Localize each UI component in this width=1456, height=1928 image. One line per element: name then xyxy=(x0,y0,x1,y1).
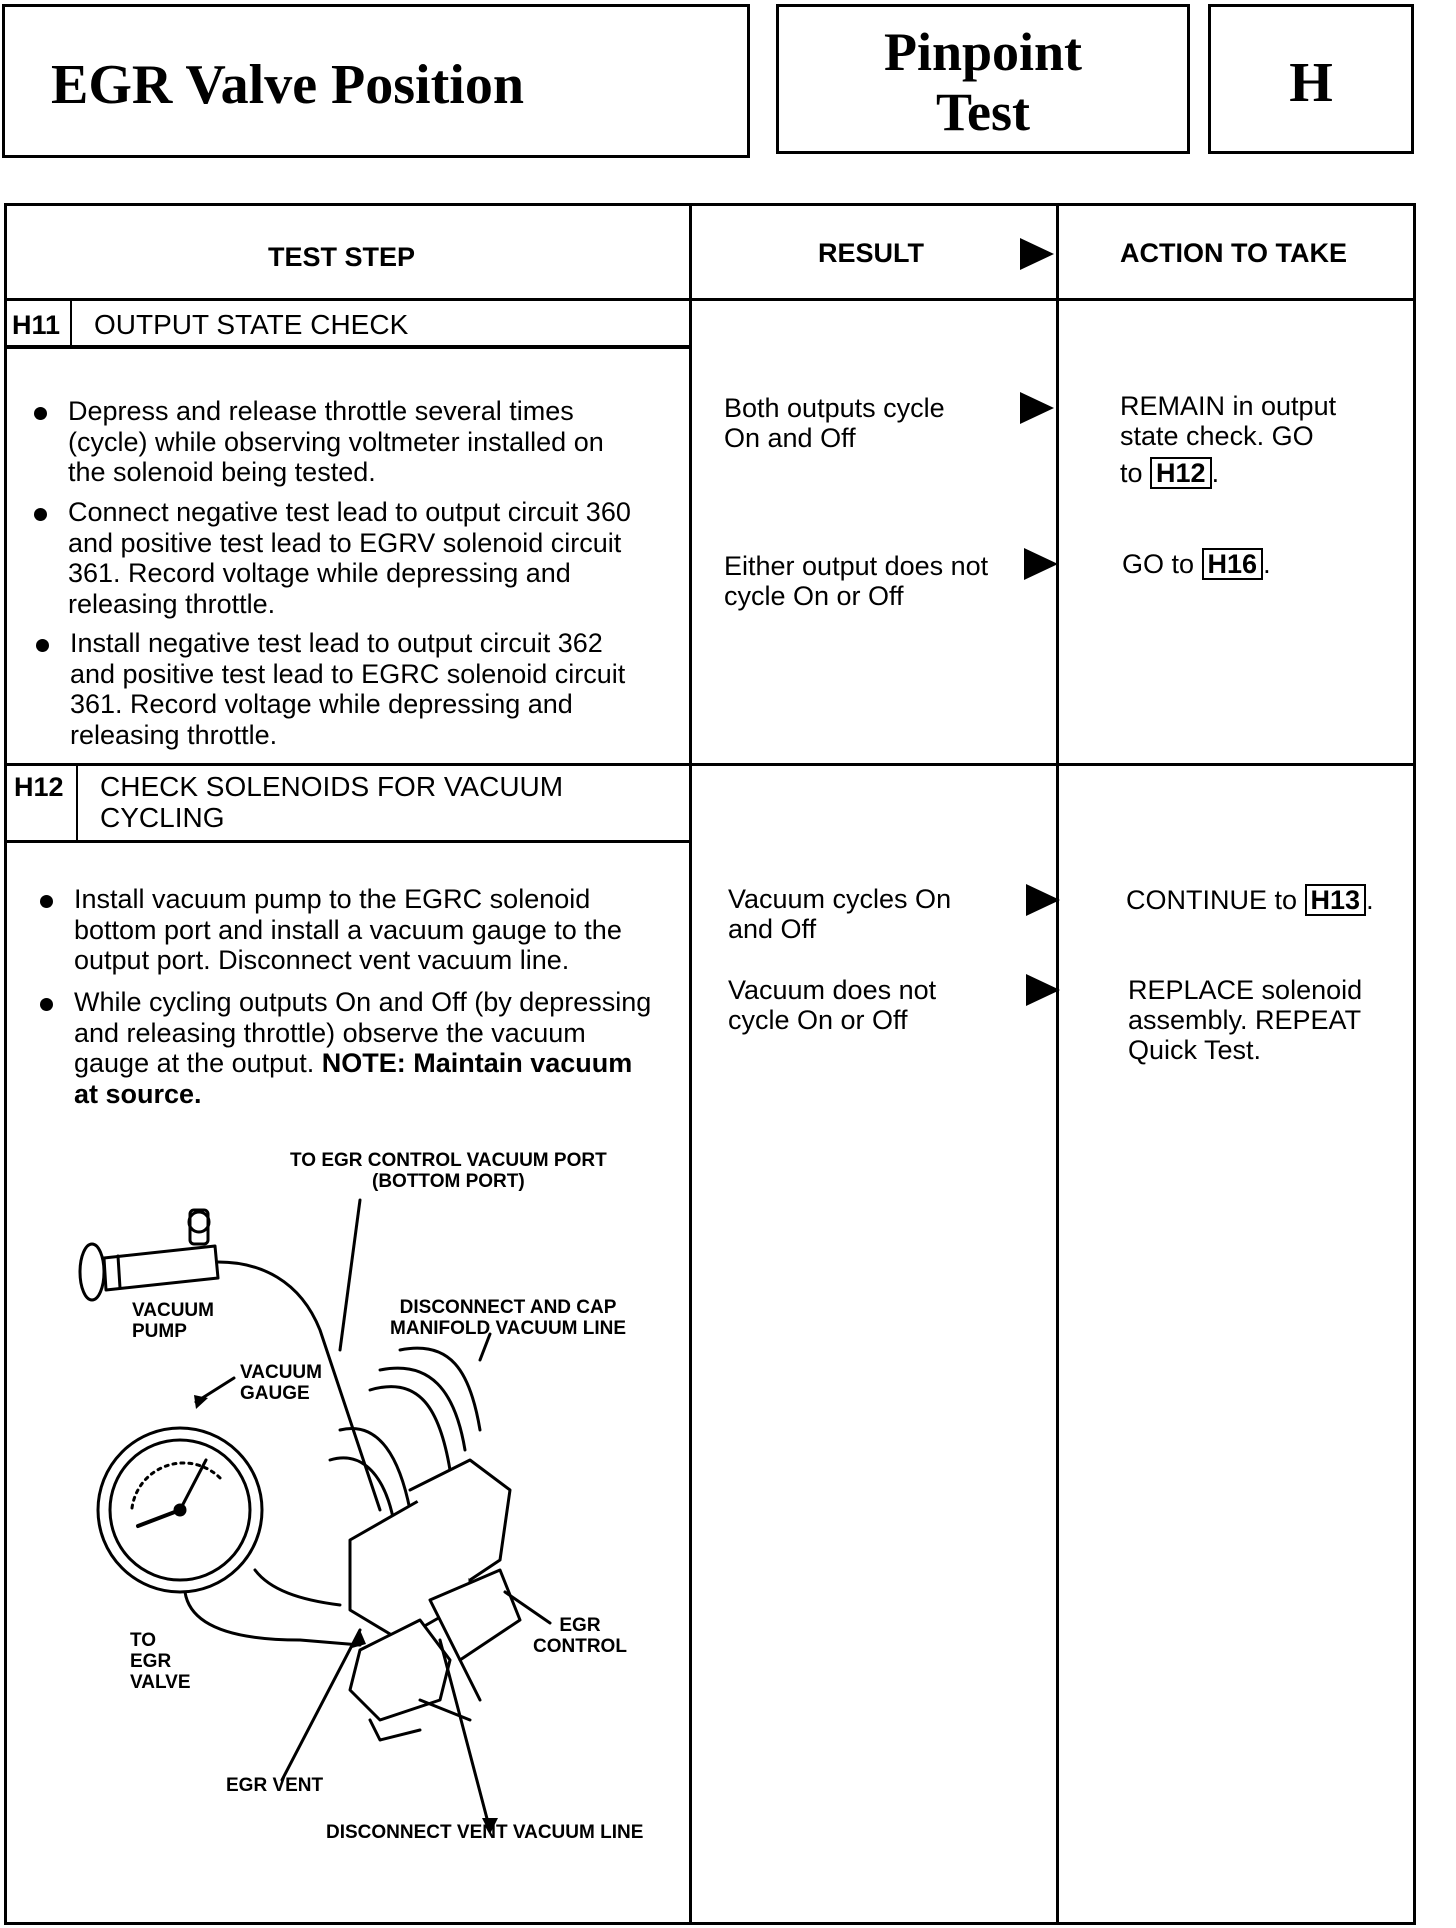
h11-action-2: GO to H16 . xyxy=(1122,549,1271,579)
h11-step-id: H11 xyxy=(12,310,61,340)
h11-r1-l1: Both outputs cycle xyxy=(724,393,945,423)
h11-a1-l2: state check. GO xyxy=(1120,421,1314,451)
h11-b2-l1: Connect negative test lead to output circuit 360 xyxy=(68,497,631,527)
h11-a1-l1: REMAIN in output xyxy=(1120,391,1337,421)
h11-a1-l3: to H12 . xyxy=(1120,458,1220,488)
h11-b2-l3: 361. Record voltage while depressing and xyxy=(68,558,571,588)
label-valve-3: VALVE xyxy=(130,1672,191,1693)
h12-r2-l2: cycle On or Off xyxy=(728,1005,908,1035)
h11-a2-text: GO to xyxy=(1122,549,1195,579)
h12-r2-l1: Vacuum does not xyxy=(728,975,937,1005)
h12-a1-text: CONTINUE to xyxy=(1126,885,1298,915)
section-letter: H xyxy=(1289,52,1333,114)
test-type-line2: Test xyxy=(935,82,1031,142)
h11-b3-l3: 361. Record voltage while depressing and xyxy=(70,689,573,719)
h12-b2-l2: and releasing throttle) observe the vacuum xyxy=(74,1017,586,1048)
h12-a2-l1: REPLACE solenoid xyxy=(1128,975,1363,1005)
vacuum-gauge-icon xyxy=(98,1428,360,1645)
step-ref-h16: H16 xyxy=(1202,548,1264,580)
h11-b3-l1: Install negative test lead to output circuit 362 xyxy=(70,628,603,658)
test-type-line1: Pinpoint xyxy=(883,22,1083,82)
step-ref-h12: H12 xyxy=(1150,457,1212,489)
label-egrc-2: CONTROL xyxy=(533,1636,627,1657)
h11-r2-l2: cycle On or Off xyxy=(724,581,904,611)
h12-action-1: CONTINUE to H13 . xyxy=(1126,885,1374,915)
h12-r1-l2: and Off xyxy=(728,914,817,944)
h12-title-l1: CHECK SOLENOIDS FOR VACUUM xyxy=(100,771,564,802)
label-vacuum-pump xyxy=(132,1300,214,1342)
leader-vent xyxy=(282,1630,360,1780)
step-ref-h13: H13 xyxy=(1305,884,1367,916)
h11-b3-l2: and positive test lead to EGRC solenoid circuit xyxy=(70,658,626,689)
h11-a1-to: to xyxy=(1120,458,1143,488)
h12-b1-l2: bottom port and install a vacuum gauge to the xyxy=(74,914,622,945)
solenoid-assembly-icon xyxy=(350,1460,520,1740)
h11-r2-l1: Either output does not xyxy=(724,551,989,581)
label-valve-2: EGR xyxy=(130,1651,172,1672)
h12-b1-l3: output port. Disconnect vent vacuum line. xyxy=(74,945,570,975)
leader-port xyxy=(340,1200,360,1350)
h12-note-tail: at source. xyxy=(74,1078,202,1109)
label-gauge-1: VACUUM xyxy=(240,1362,322,1383)
h11-b1-l2: (cycle) while observing voltmeter installed on xyxy=(68,426,604,457)
h12-a2-l3: Quick Test. xyxy=(1128,1035,1262,1065)
col-header-action: ACTION TO TAKE xyxy=(1120,238,1347,268)
h11-b2-l2: and positive test lead to EGRV solenoid circuit xyxy=(68,527,622,558)
h12-b2-l3-text: gauge at the output. xyxy=(74,1048,315,1078)
label-pump-2: PUMP xyxy=(132,1321,187,1342)
h11-b1-l3: the solenoid being tested. xyxy=(68,457,376,487)
label-disc-1: DISCONNECT AND CAP xyxy=(399,1297,617,1318)
label-disconnect-manifold xyxy=(390,1297,626,1339)
h11-b3-l4: releasing throttle. xyxy=(70,719,278,750)
label-disconnect-vent-line: DISCONNECT VENT VACUUM LINE xyxy=(326,1822,644,1843)
h12-b2-l1: While cycling outputs On and Off (by depressing xyxy=(74,987,652,1017)
h11-b2-l4: releasing throttle. xyxy=(68,588,276,619)
label-egr-control xyxy=(533,1615,627,1657)
h12-title-l2: CYCLING xyxy=(100,802,225,833)
col-header-result: RESULT xyxy=(818,238,924,268)
h12-r1-l1: Vacuum cycles On xyxy=(728,884,952,914)
label-gauge-2: GAUGE xyxy=(240,1383,310,1404)
col-header-step: TEST STEP xyxy=(268,242,416,272)
h12-a2-l2: assembly. REPEAT xyxy=(1128,1005,1362,1035)
label-vacuum-gauge xyxy=(240,1362,322,1404)
label-pump-1: VACUUM xyxy=(132,1300,214,1321)
label-port-2: (BOTTOM PORT) xyxy=(372,1171,525,1192)
h11-step-title: OUTPUT STATE CHECK xyxy=(94,309,409,340)
label-egrc-1: EGR xyxy=(559,1615,601,1636)
label-egr-vent: EGR VENT xyxy=(226,1775,324,1796)
h12-b1-l1: Install vacuum pump to the EGRC solenoid xyxy=(74,884,591,914)
label-control-port xyxy=(290,1150,607,1192)
h12-note: NOTE: Maintain vacuum xyxy=(321,1048,633,1078)
label-disc-2: MANIFOLD VACUUM LINE xyxy=(390,1318,627,1339)
h12-step-id: H12 xyxy=(14,772,64,802)
h11-b1-l1: Depress and release throttle several times xyxy=(68,396,574,426)
page-title: EGR Valve Position xyxy=(51,54,524,116)
h11-r1-l2: On and Off xyxy=(724,423,856,453)
label-to-egr-valve xyxy=(130,1630,191,1693)
label-port-1: TO EGR CONTROL VACUUM PORT xyxy=(290,1150,607,1171)
label-valve-1: TO xyxy=(130,1630,157,1651)
